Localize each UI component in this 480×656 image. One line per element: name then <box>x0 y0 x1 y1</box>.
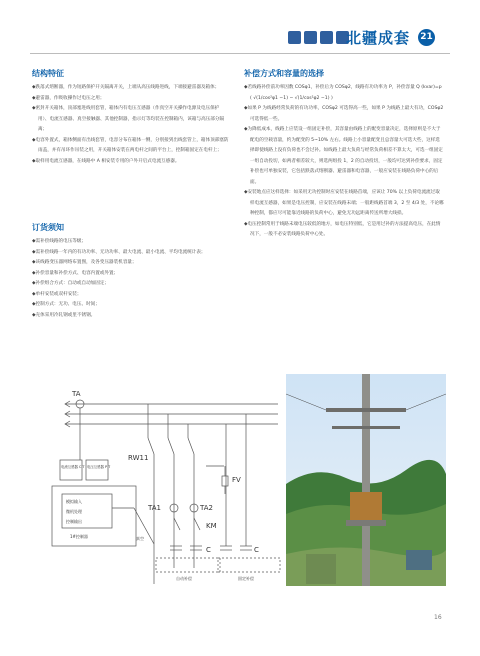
ct-box-label: 电流互感器 C T <box>61 465 85 469</box>
compensation-title: 补偿方式和容量的选择 <box>244 69 324 78</box>
structure-list <box>32 83 229 167</box>
compensation-item: ◆如果 P 为线路经常负荷的有功功率，COSφ2 可选得高一些，如果 P 为线路上最大有功，COSφ2 可选得低一些。 <box>244 106 444 122</box>
fv-label: FV <box>232 476 241 484</box>
brand-title: 北疆成套 <box>346 29 411 47</box>
ta-label: TA <box>72 390 81 398</box>
circuit-diagram <box>30 368 286 588</box>
compensation-item: ◆若线路补偿前功率因数 COSφ1，补偿后为 COSφ2，线路有功功率为 P，补偿容量 Q (kvar)=p ( √(1/cos²φ1 −1) − √(1/cos²φ2 −1) ) <box>244 85 442 101</box>
order-item: ◆该线路变压器网络布置图，及各变压器装机容量； <box>32 260 137 265</box>
pt-box-label: 电压互感器 P T <box>87 465 111 469</box>
order-item: ◆需补偿线路一年内的有功功率、无功功率、最大电流、最小电流、平均电流统计表； <box>32 249 206 255</box>
header-icons <box>288 31 349 44</box>
order-item: ◆壳体采用冷轧钢或里不锈钢。 <box>32 312 96 318</box>
structure-item: ◆取样用电流互感器，在线路中 A 相安装专用的户外开启式电流互感器。 <box>32 158 180 164</box>
compensation-item: ◆为降低成本，线路上应装设一组固定补偿，其容量由线路上的配变容量决定，选择原则是不大于配电的空载容量，约为配变的 5~10% 左右。线路上小容量配变且总容量大可选大些，这样选择即使线路上没有负荷也不会过补。如线路上最大负荷与经常负荷相差不算太大，可选一组固定一组自动投切，如两者相差较大，则选两组投 1，2 的自动投切，一般均可达到补偿要求，固定补偿也可单独安装，它包括跌落式熔断器、避雷器和电容器，一般应安装在线路负荷中心的后面。 <box>244 127 443 185</box>
tools-icon <box>288 31 301 44</box>
capacitor-label: C <box>206 546 211 554</box>
compensation-list <box>244 83 444 241</box>
structure-item: ◆电容外置式，箱体侧面有出线套管，电容分布在箱体一侧，分别接到出线套管上，箱体顶部塞防雨盖，并有吊环作吊装之用，开关箱体安装在两电杆之间的平台上，控制箱固定在电杆上； <box>32 137 229 153</box>
control-line: 控制输出 <box>66 519 82 524</box>
pole-photo <box>286 374 446 586</box>
km-label: KM <box>206 522 217 530</box>
brand-badge: 21 <box>418 29 435 46</box>
order-item: ◆单杆安装或双杆安装； <box>32 291 82 297</box>
rw11-label: RW11 <box>128 454 149 462</box>
vacuum-label: 真空 <box>136 536 144 541</box>
document-icon <box>320 31 333 44</box>
order-item: ◆补偿组合方式：自动或自动加固定； <box>32 281 110 286</box>
order-list <box>32 237 229 321</box>
order-item: ◆补偿容量和补偿方式、电容内置或外置； <box>32 270 119 276</box>
page-number: 16 <box>434 614 442 621</box>
ta1-label: TA1 <box>148 504 161 512</box>
structure-item: ◆避雷器，作吸收操作过电压之用； <box>32 95 105 101</box>
control-line: 模拟输入 <box>66 499 82 504</box>
structure-item: ◆跌落式熔断器，作为短路保护开关隔离开关，上端从高压线路进线，下端接避雷器及箱体； <box>32 85 220 90</box>
compensation-item: ◆电压控制常用于线路末端电压较低的地方，如电压特别低，它是用过补的方法提高电压，在此情况下，一般不必安装线路负荷中心处。 <box>244 221 441 237</box>
order-title: 订货须知 <box>32 223 64 232</box>
auto-compensation-label: 自动补偿 <box>176 576 192 581</box>
order-item: ◆控制方式：无功、电压、时间； <box>32 302 100 307</box>
ta2-label: TA2 <box>200 504 213 512</box>
order-item: ◆需补偿线路的电压等级； <box>32 239 87 244</box>
structure-title: 结构特征 <box>32 69 64 78</box>
capacitor-label: C <box>254 546 259 554</box>
controller-label: 1#控制器 <box>70 534 88 539</box>
control-line: 微机处理 <box>66 509 82 514</box>
header-divider <box>30 53 450 54</box>
chart-icon <box>304 31 317 44</box>
fixed-compensation-label: 固定补偿 <box>238 576 254 581</box>
compensation-item: ◆安装地点应这样选择：如采用无功控制时应安装在线路首端，应该让 70% 以上负荷电流流过取样电流互感器，如果是电压控制，应安装在线路末端；一般距线路首端 3，2 至 4/3 处，不论哪种控制，都应尽可能靠近线路的负荷中心，避免无功远距离传送所增大线损。 <box>244 190 444 216</box>
structure-item: ◆密封开关箱体，顶部塞进线用套管，箱体内有电压互感器（作真空开关操作电源及电压保护用）、电流互感器、真空接触器、其他控制器，指示灯等均装在控制箱内，该箱与高压部分隔离； <box>32 106 225 132</box>
